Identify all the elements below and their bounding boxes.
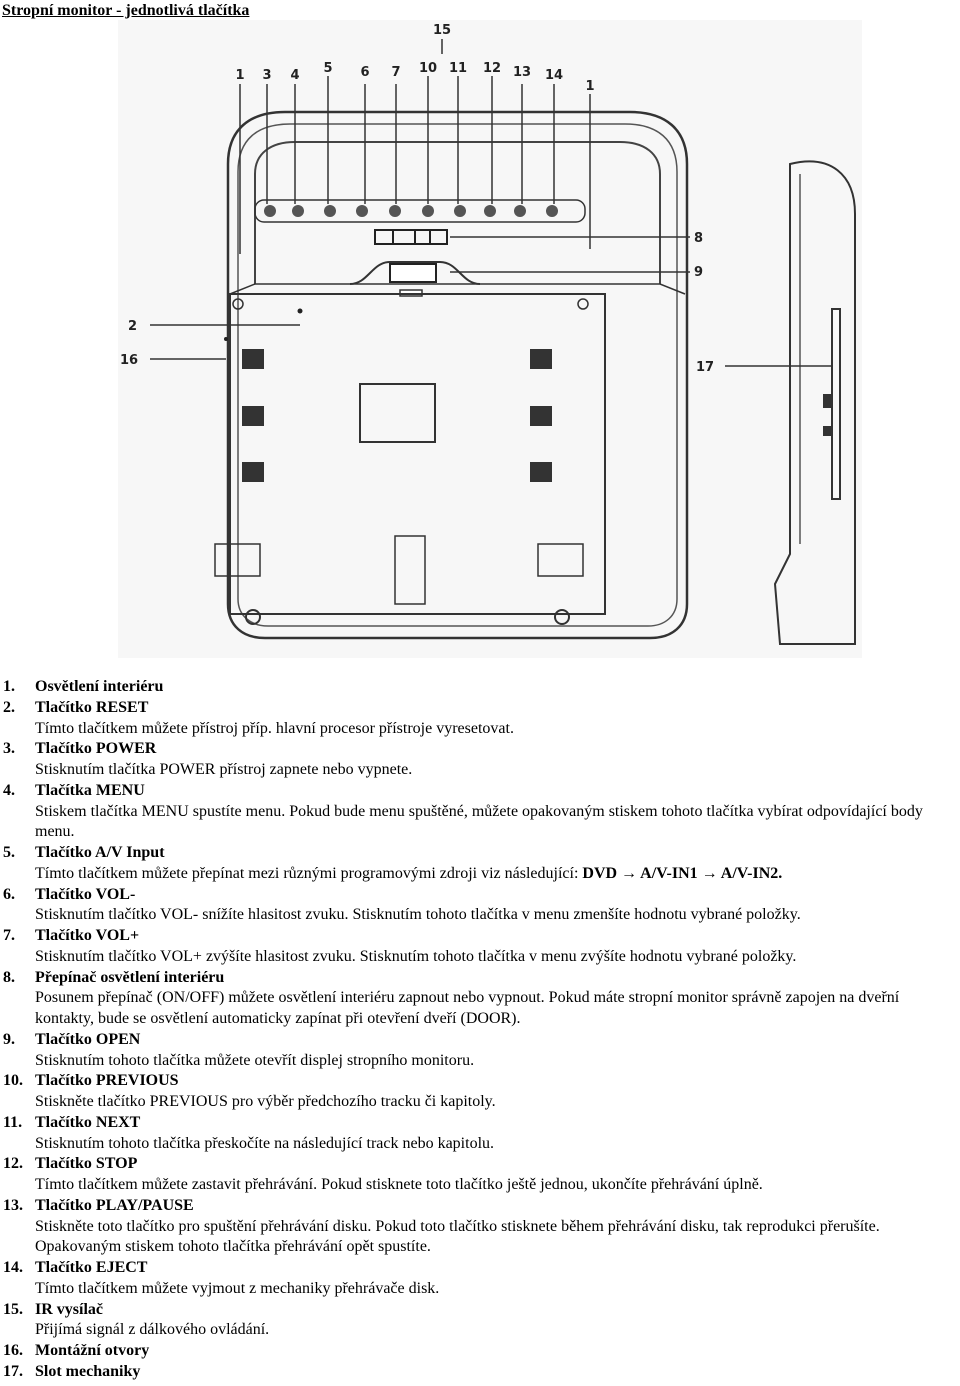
- item-number: 3.: [3, 740, 15, 758]
- item-number: 16.: [3, 1342, 23, 1359]
- item-title: Tlačítko RESET: [35, 698, 149, 716]
- list-item: [0, 1362, 960, 1383]
- side-indicator: [823, 426, 831, 436]
- callout-label: 2: [128, 319, 138, 334]
- item-description: Stisknutím tlačítka POWER přístroj zapnete nebo vypnete.: [35, 761, 413, 778]
- item-title: Tlačítko POWER: [35, 740, 157, 758]
- vol-plus-button: [389, 205, 401, 217]
- callout-label: 17: [696, 360, 715, 375]
- item-title: Tlačítko EJECT: [35, 1259, 148, 1276]
- power-button: [264, 205, 276, 217]
- mounting-point: [224, 337, 228, 341]
- item-title: Tlačítko VOL+: [35, 927, 140, 944]
- item-number: 8.: [3, 968, 15, 986]
- item-title: IR vysílač: [35, 1300, 103, 1318]
- item-number: 17.: [3, 1362, 23, 1380]
- reset-hole: [298, 309, 303, 314]
- list-item: [0, 843, 960, 885]
- list-item: [0, 1071, 960, 1113]
- list-item: [0, 677, 960, 698]
- callout-label: 7: [391, 65, 401, 80]
- item-number: 11.: [3, 1113, 23, 1131]
- item-title: Tlačítko STOP: [35, 1155, 138, 1173]
- item-title: Osvětlení interiéru: [35, 678, 164, 695]
- stop-button: [484, 205, 496, 217]
- monitor-diagram: [110, 14, 870, 664]
- list-item: [0, 1300, 960, 1342]
- menu-button: [292, 205, 304, 217]
- item-number: 7.: [3, 927, 15, 944]
- item-title: Slot mechaniky: [35, 1362, 141, 1380]
- callout-label: 4: [290, 68, 300, 83]
- list-item: [0, 1030, 960, 1072]
- item-description: Stisknutím tohoto tlačítka přeskočíte na následující track nebo kapitolu.: [35, 1134, 495, 1152]
- item-number: 2.: [3, 698, 15, 716]
- list-item: [0, 926, 960, 968]
- list-item: [0, 1113, 960, 1155]
- callout-label: 16: [120, 353, 139, 368]
- item-description-sequence: DVD → A/V-IN1 → A/V-IN2.: [582, 864, 783, 882]
- item-number: 1.: [3, 678, 15, 695]
- item-description: Stiskněte toto tlačítko pro spuštění přehrávání disku. Pokud toto tlačítko stisknete během přehrávání disku, tak reprodukci přerušíte. Opakovaným stiskem tohoto tlačítka přehrávání opět spustíte.: [35, 1217, 880, 1256]
- item-number: 14.: [3, 1259, 23, 1276]
- callout-label: 3: [262, 68, 272, 83]
- item-description: Posunem přepínač (ON/OFF) můžete osvětlení interiéru zapnout nebo vypnout. Pokud máte stropní monitor správně zapojen na dveřní kontakty, bude se osvětlení automaticky zapínat při otevření dveří (DOOR).: [35, 989, 900, 1027]
- item-description: Tímto tlačítkem můžete zastavit přehrávání. Pokud stisknete toto tlačítko ještě jednou, ukončíte přehrávání úplně.: [35, 1176, 763, 1193]
- callout-label: 12: [482, 61, 502, 76]
- list-item: [0, 885, 960, 927]
- callout-label: 6: [360, 65, 370, 80]
- callout-label: 15: [432, 23, 452, 38]
- list-item: [0, 781, 960, 843]
- item-description: Stisknutím tlačítko VOL- snížíte hlasitost zvuku. Stisknutím tohoto tlačítka v menu zmenšíte hodnotu vybrané položky.: [35, 906, 801, 924]
- item-number: 5.: [3, 844, 15, 861]
- vol-minus-button: [356, 205, 368, 217]
- callout-label: 10: [418, 61, 438, 76]
- item-number: 15.: [3, 1300, 23, 1318]
- item-number: 4.: [3, 781, 15, 799]
- monitor-drawing: [110, 14, 870, 664]
- callout-label: 9: [694, 265, 704, 280]
- previous-button: [422, 205, 434, 217]
- item-description: Přijímá signál z dálkového ovládání.: [35, 1321, 270, 1339]
- item-description-text: Tímto tlačítkem můžete přepínat mezi různými programovými zdroji viz následující:: [35, 864, 579, 882]
- item-description: Stisknutím tlačítko VOL+ zvýšíte hlasitost zvuku. Stisknutím tohoto tlačítka v menu zvýšíte hodnotu vybrané položky.: [35, 947, 797, 965]
- callout-label: 8: [694, 231, 704, 246]
- list-item: [0, 968, 960, 1030]
- item-number: 6.: [3, 885, 15, 903]
- callout-label: 13: [512, 65, 532, 80]
- item-title: Tlačítko PREVIOUS: [35, 1072, 179, 1090]
- item-title: Přepínač osvětlení interiéru: [35, 968, 225, 986]
- item-number: 9.: [3, 1030, 15, 1048]
- item-description: Stiskněte tlačítko PREVIOUS pro výběr předchozího tracku či kapitoly.: [35, 1093, 496, 1110]
- item-title: Tlačítko OPEN: [35, 1030, 141, 1048]
- list-item: [0, 1341, 960, 1362]
- item-title: Tlačítko NEXT: [35, 1113, 141, 1131]
- eject-button: [546, 205, 558, 217]
- item-title: Tlačítko VOL-: [35, 885, 136, 903]
- item-number: 10.: [3, 1072, 23, 1090]
- page-title: Stropní monitor - jednotlivá tlačítka: [2, 2, 250, 19]
- item-title: Montážní otvory: [35, 1342, 150, 1359]
- list-item: [0, 1258, 960, 1300]
- list-item: [0, 1154, 960, 1196]
- list-item: [0, 1196, 960, 1258]
- item-number: 13.: [3, 1196, 23, 1214]
- callout-label: 1: [585, 79, 595, 94]
- item-description: Tímto tlačítkem můžete přístroj příp. hlavní procesor přístroje vyresetovat.: [35, 719, 514, 737]
- item-description: Stiskem tlačítka MENU spustíte menu. Pokud bude menu spuštěné, můžete opakovaným stiskem tohoto tlačítka vybírat odpovídající body menu.: [35, 802, 923, 841]
- callout-label: 5: [323, 61, 333, 76]
- button-description-list: [0, 677, 960, 1383]
- callout-label: 1: [235, 68, 245, 83]
- item-title: Tlačítko A/V Input: [35, 844, 165, 861]
- item-number: 12.: [3, 1155, 23, 1173]
- play-pause-button: [514, 205, 526, 217]
- list-item: [0, 739, 960, 781]
- open-button: [390, 264, 436, 282]
- item-description: Tímto tlačítkem můžete vyjmout z mechaniky přehrávače disk.: [35, 1279, 440, 1297]
- item-description: Stisknutím tohoto tlačítka můžete otevřít displej stropního monitoru.: [35, 1051, 475, 1069]
- item-title: Tlačítka MENU: [35, 781, 145, 799]
- next-button: [454, 205, 466, 217]
- item-description: [35, 864, 960, 885]
- item-title: Tlačítko PLAY/PAUSE: [35, 1196, 194, 1214]
- callout-label: 14: [544, 68, 564, 83]
- list-item: [0, 698, 960, 740]
- av-input-button: [324, 205, 336, 217]
- callout-label: 11: [448, 61, 468, 76]
- side-indicator: [823, 394, 831, 408]
